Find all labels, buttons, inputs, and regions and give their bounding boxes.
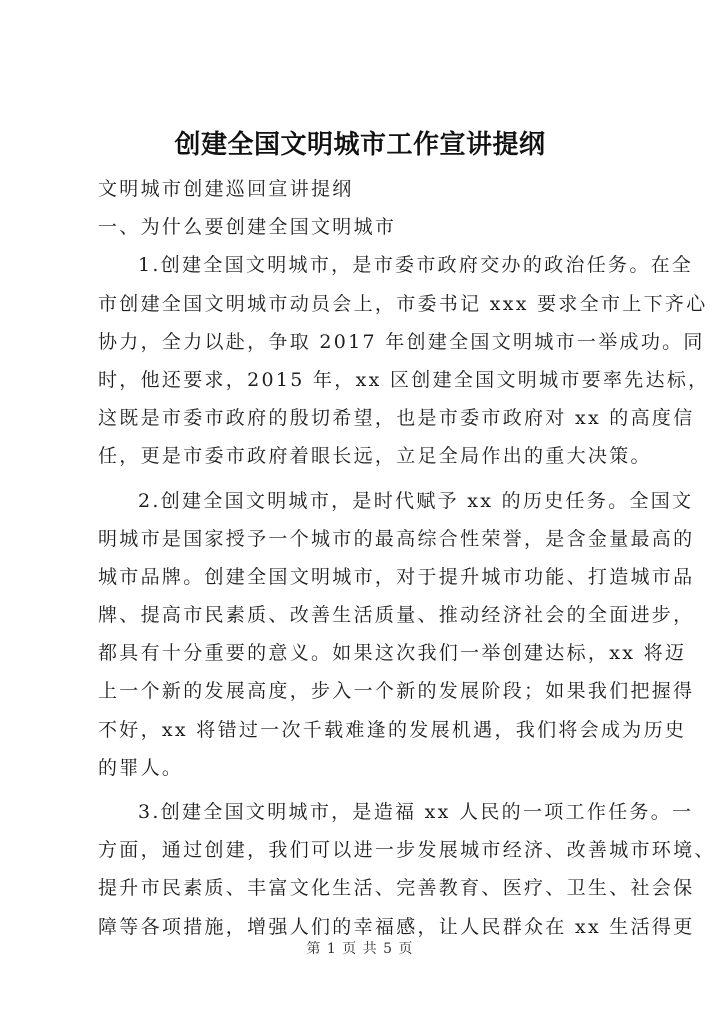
document-title: 创建全国文明城市工作宣讲提纲 [174,130,546,160]
subtitle: 文明城市创建巡回宣讲提纲 [98,178,354,200]
paragraph-line: 城市品牌。创建全国文明城市，对于提升城市功能、打造城市品 [98,565,695,588]
paragraph-line: 这既是市委市政府的殷切希望，也是市委市政府对 xx 的高度信 [98,407,695,430]
section-heading: 一、为什么要创建全国文明城市 [98,216,397,239]
paragraph-line: 1.创建全国文明城市，是市委市政府交办的政治任务。在全 [138,254,694,277]
paragraph-2 [98,482,695,788]
paragraph-line: 2.创建全国文明城市，是时代赋予 xx 的历史任务。全国文 [138,489,694,512]
page-number-footer: 第 1 页 共 5 页 [306,941,414,957]
paragraph-line: 明城市是国家授予一个城市的最高综合性荣誉，是含金量最高的 [98,527,695,550]
paragraph-line: 提升市民素质、丰富文化生活、完善教育、医疗、卫生、社会保 [98,877,695,900]
paragraph-line: 时，他还要求，2015 年，xx 区创建全国文明城市要率先达标， [98,368,710,391]
paragraph-line: 上一个新的发展高度，步入一个新的发展阶段；如果我们把握得 [98,680,695,703]
paragraph-line: 牌、提高市民素质、改善生活质量、推动经济社会的全面进步， [98,604,695,627]
document-body [98,170,716,946]
paragraph-line: 市创建全国文明城市动员会上，市委书记 xxx 要求全市上下齐心 [98,292,708,315]
paragraph-line: 任，更是市委市政府着眼长远，立足全局作出的重大决策。 [98,445,652,468]
paragraph-line: 协力，全力以赴，争取 2017 年创建全国文明城市一举成功。同 [98,330,705,353]
paragraph-line: 不好，xx 将错过一次千载难逢的发展机遇，我们将会成为历史 [98,718,687,741]
paragraph-line: 3.创建全国文明城市，是造福 xx 人民的一项工作任务。一 [138,801,694,823]
paragraph-3 [98,793,716,946]
paragraph-1 [98,246,710,475]
paragraph-line: 的罪人。 [98,756,184,779]
paragraph-line: 障等各项措施，增强人们的幸福感，让人民群众在 xx 生活得更 [98,915,695,938]
paragraph-line: 都具有十分重要的意义。如果这次我们一举创建达标，xx 将迈 [98,642,687,665]
paragraph-line: 方面，通过创建，我们可以进一步发展城市经济、改善城市环境、 [98,839,716,862]
